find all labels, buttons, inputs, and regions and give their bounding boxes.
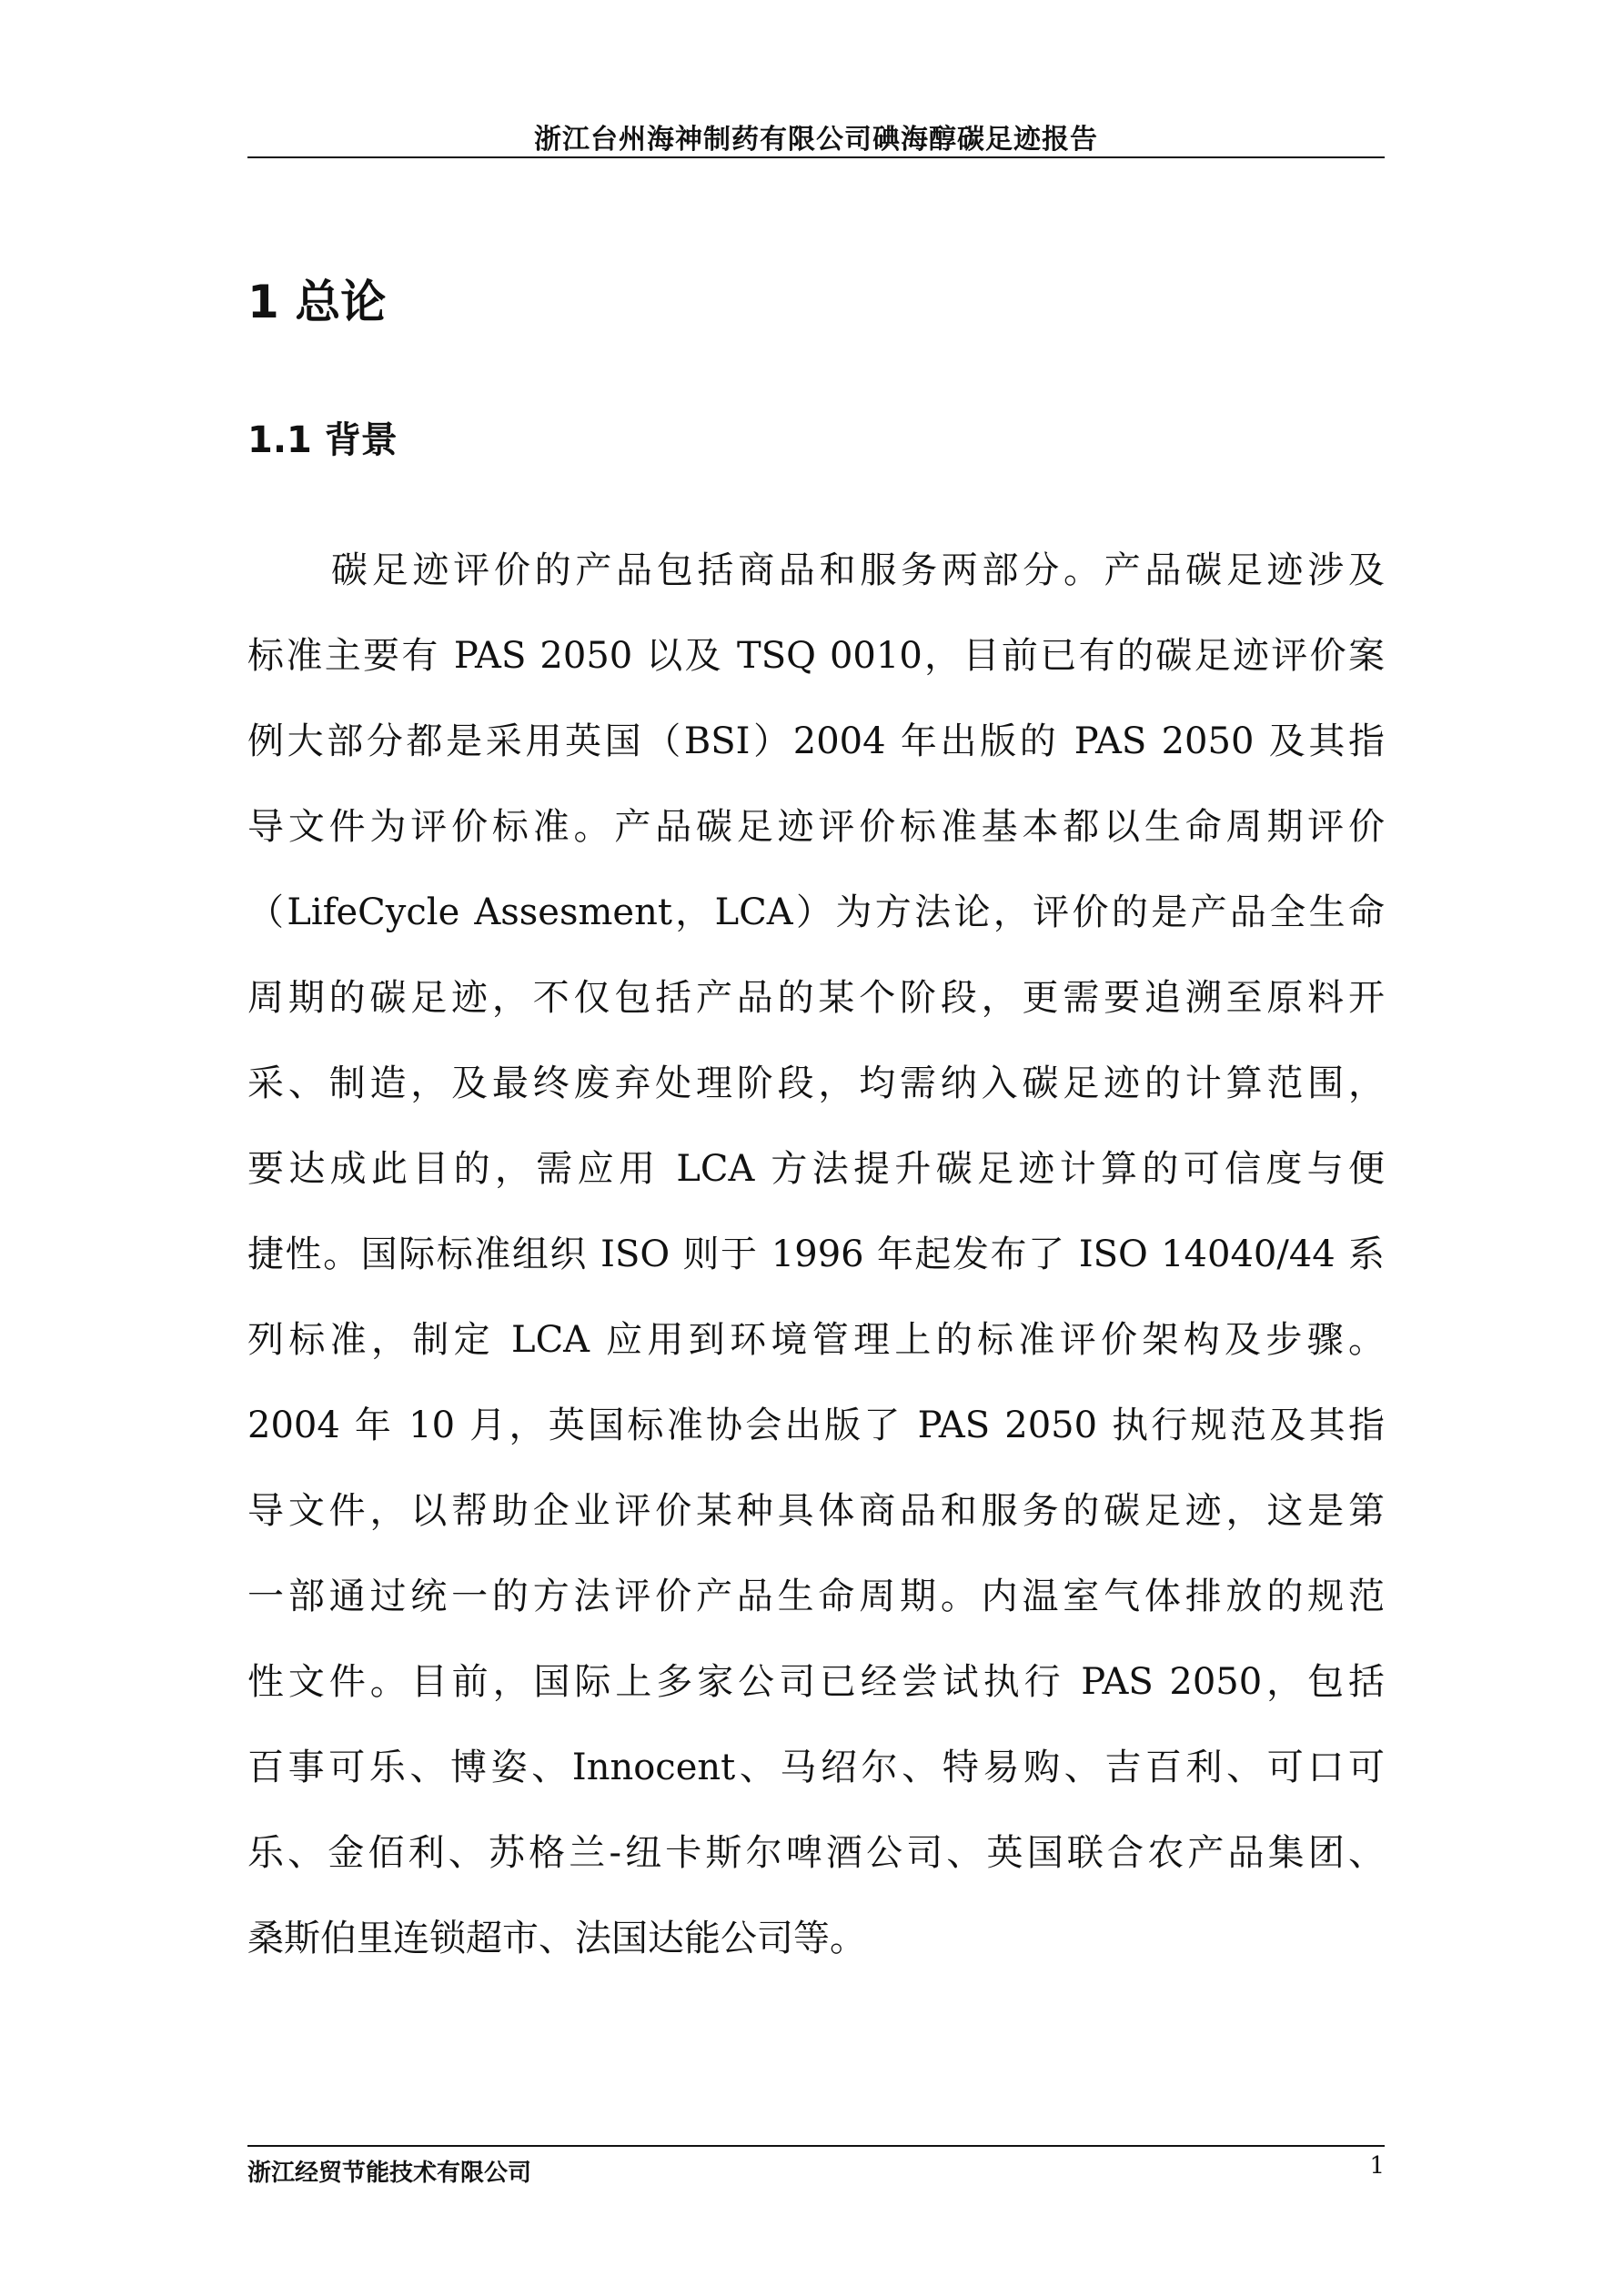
body-line: 标准主要有 PAS 2050 以及 TSQ 0010，目前已有的碳足迹评价案 [247, 635, 1385, 677]
body-line: 采、制造，及最终废弃处理阶段，均需纳入碳足迹的计算范围， [247, 1062, 1385, 1104]
body-line: （LifeCycle Assesment，LCA）为方法论，评价的是产品全生命 [247, 891, 1385, 933]
body-line: 桑斯伯里连锁超市、法国达能公司等。 [247, 1918, 866, 1959]
body-line: 导文件，以帮助企业评价某种具体商品和服务的碳足迹，这是第 [247, 1490, 1385, 1532]
footer-rule [247, 2145, 1385, 2147]
body-line: 碳足迹评价的产品包括商品和服务两部分。产品碳足迹涉及 [331, 549, 1385, 591]
body-line: 捷性。国际标准组织 ISO 则于 1996 年起发布了 ISO 14040/44 系 [247, 1234, 1385, 1275]
footer-company-name: 浙江经贸节能技术有限公司 [247, 2160, 532, 2187]
body-line: 导文件为评价标准。产品碳足迹评价标准基本都以生命周期评价 [247, 806, 1385, 848]
running-header-title: 浙江台州海神制药有限公司碘海醇碳足迹报告 [534, 124, 1098, 156]
body-line: 性文件。目前，国际上多家公司已经尝试执行 PAS 2050，包括 [247, 1661, 1385, 1703]
body-line: 例大部分都是采用英国（BSI）2004 年出版的 PAS 2050 及其指 [247, 720, 1385, 762]
chapter-title: 1 总论 [247, 276, 387, 328]
header-rule [247, 156, 1385, 158]
body-line: 百事可乐、博姿、Innocent、马绍尔、特易购、吉百利、可口可 [247, 1747, 1385, 1788]
body-line: 周期的碳足迹，不仅包括产品的某个阶段，更需要追溯至原料开 [247, 977, 1385, 1019]
body-line: 列标准，制定 LCA 应用到环境管理上的标准评价架构及步骤。 [247, 1319, 1385, 1361]
body-line: 一部通过统一的方法评价产品生命周期。内温室气体排放的规范 [247, 1576, 1385, 1617]
body-line: 2004 年 10 月，英国标准协会出版了 PAS 2050 执行规范及其指 [247, 1405, 1385, 1446]
body-paragraph [247, 528, 1385, 1981]
page-number: 1 [1369, 2152, 1385, 2180]
body-line: 要达成此目的，需应用 LCA 方法提升碳足迹计算的可信度与便 [247, 1148, 1385, 1190]
section-title: 1.1 背景 [247, 419, 398, 461]
body-line: 乐、金佰利、苏格兰-纽卡斯尔啤酒公司、英国联合农产品集团、 [247, 1832, 1385, 1874]
